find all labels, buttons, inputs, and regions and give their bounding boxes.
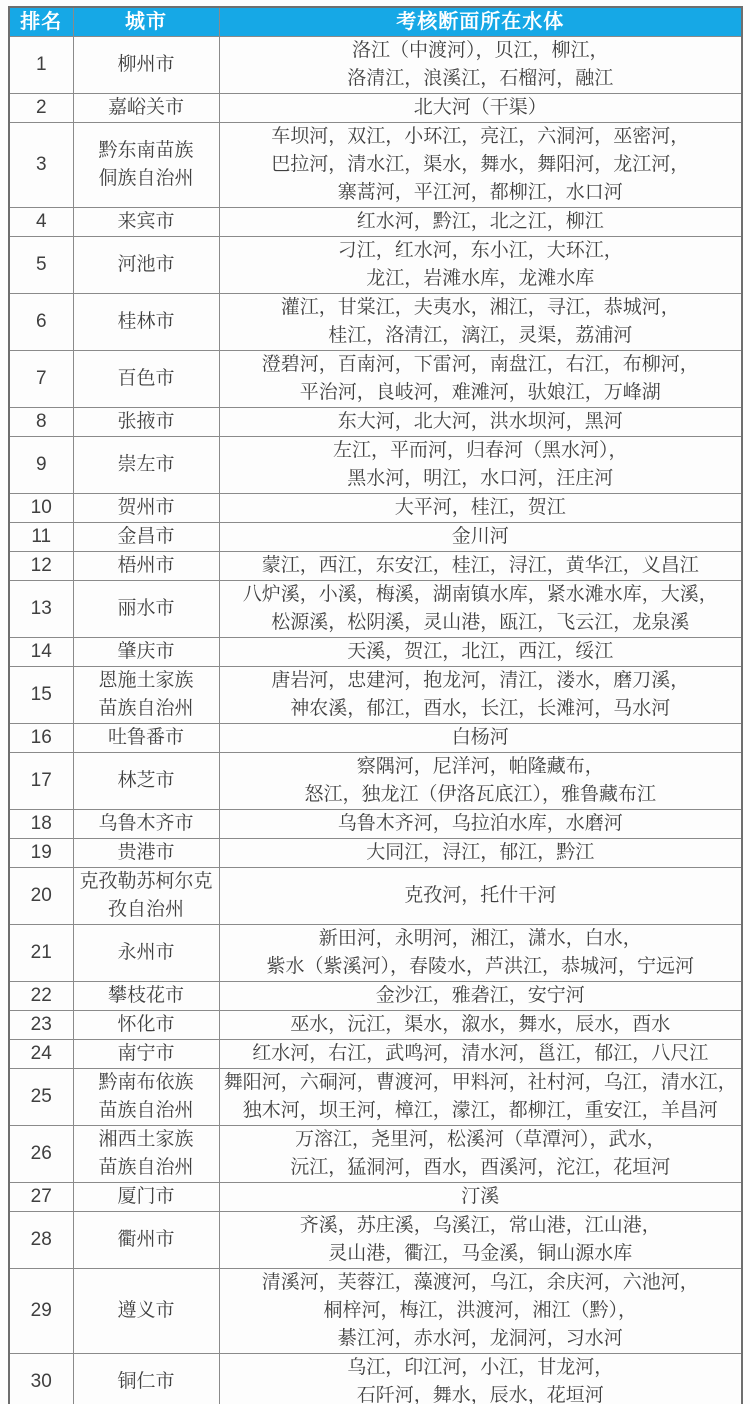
rank-cell: 17 [9,753,73,810]
city-cell [73,37,219,94]
city-cell [73,1183,219,1212]
water-line: 金沙江，雅砻江，安宁河 [375,985,585,1006]
city-line: 金昌市 [117,526,175,547]
rank-cell: 10 [9,494,73,523]
rank-cell: 28 [9,1212,73,1269]
rank-cell: 19 [9,839,73,868]
water-line: 洛江（中渡河），贝江，柳江， [351,40,609,61]
waters-cell [219,982,742,1011]
city-cell [73,868,219,925]
rank-cell: 22 [9,982,73,1011]
city-line: 黔南布依族 [98,1072,194,1093]
water-line: 洛清江，浪溪江，石榴河，融江 [347,68,614,89]
water-line: 清溪河，芙蓉江，藻渡河，乌江，余庆河，六池河， [261,1272,699,1293]
city-line: 贺州市 [117,497,175,518]
city-line: 铜仁市 [117,1371,175,1392]
waters-cell [219,437,742,494]
city-line: 苗族自治州 [98,1157,194,1178]
table-row [9,1011,742,1040]
city-cell [73,552,219,581]
rank-cell: 6 [9,294,73,351]
waters-cell [219,1354,742,1404]
city-line: 克孜勒苏柯尔克 [79,871,213,892]
waters-cell [219,208,742,237]
city-cell [73,1069,219,1126]
table-row [9,810,742,839]
water-line: 巫水，沅江，渠水，溆水，舞水，辰水，酉水 [290,1014,671,1035]
city-cell [73,437,219,494]
table-row [9,581,742,638]
city-cell [73,523,219,552]
waters-cell [219,667,742,724]
waters-cell [219,1126,742,1183]
table-row [9,37,742,94]
city-line: 遵义市 [117,1300,175,1321]
water-line: 汀溪 [461,1186,500,1207]
water-line: 灌江，甘棠江，夫夷水，湘江，寻江，恭城河， [280,297,680,318]
water-line: 车坝河，双江，小环江，亮江，六洞河，巫密河， [271,126,690,147]
city-line: 百色市 [117,368,175,389]
waters-cell [219,123,742,208]
rank-cell: 26 [9,1126,73,1183]
water-line: 大同江，浔江，郁江，黔江 [366,842,595,863]
water-line: 蒙江，西江，东安江，桂江，浔江，黄华江，义昌江 [261,555,699,576]
city-cell [73,208,219,237]
water-line: 怒江，独龙江（伊洛瓦底江），雅鲁藏布江 [304,784,656,805]
rank-cell: 11 [9,523,73,552]
water-line: 白杨河 [451,727,509,748]
city-line: 黔东南苗族 [98,140,194,161]
city-cell [73,1212,219,1269]
table-row [9,1040,742,1069]
waters-cell [219,1069,742,1126]
table-row [9,753,742,810]
water-line: 齐溪，苏庄溪，乌溪江，常山港，江山港， [299,1215,661,1236]
waters-cell [219,753,742,810]
city-line: 攀枝花市 [107,985,184,1006]
water-line: 克孜河，托什干河 [404,885,557,906]
water-line: 红水河，黔江，北之江，柳江 [356,211,604,232]
rank-cell: 30 [9,1354,73,1404]
rank-cell: 14 [9,638,73,667]
table-row [9,868,742,925]
waters-cell [219,1183,742,1212]
rank-cell: 5 [9,237,73,294]
rank-cell: 4 [9,208,73,237]
city-line: 永州市 [117,942,175,963]
table-row [9,523,742,552]
water-line: 独木河，坝王河，樟江，濛江，都柳江，重安江，羊昌河 [242,1100,718,1121]
waters-cell [219,839,742,868]
city-cell [73,94,219,123]
water-line: 灵山港，衢江，马金溪，铜山源水库 [328,1243,633,1264]
waters-cell [219,408,742,437]
rank-cell: 24 [9,1040,73,1069]
rank-cell: 15 [9,667,73,724]
waters-cell [219,724,742,753]
city-cell [73,724,219,753]
table-row [9,351,742,408]
table-row [9,1354,742,1404]
waters-cell [219,1040,742,1069]
header-rank: 排名 [9,7,73,37]
city-line: 桂林市 [117,311,175,332]
table-row [9,1069,742,1126]
city-line: 南宁市 [117,1043,175,1064]
city-cell [73,294,219,351]
rank-cell: 3 [9,123,73,208]
water-line: 金川河 [451,526,509,547]
city-line: 衢州市 [117,1229,175,1250]
city-cell [73,810,219,839]
water-line: 乌江，印江河，小江，甘龙河， [347,1357,614,1378]
city-line: 恩施土家族 [98,670,194,691]
water-line: 松源溪，松阴溪，灵山港，瓯江，飞云江，龙泉溪 [271,612,690,633]
rank-cell: 18 [9,810,73,839]
table-row [9,208,742,237]
water-line: 天溪，贺江，北江，西江，绥江 [347,641,614,662]
table-row [9,925,742,982]
city-line: 吐鲁番市 [107,727,184,748]
table-row [9,494,742,523]
rank-cell: 27 [9,1183,73,1212]
waters-cell [219,581,742,638]
table-row [9,552,742,581]
water-line: 神农溪，郁江，酉水，长江，长滩河，马水河 [290,698,671,719]
water-line: 红水河，右江，武鸣河，清水河，邕江，郁江，八尺江 [252,1043,709,1064]
city-line: 梧州市 [117,555,175,576]
waters-cell [219,1269,742,1354]
rank-cell: 16 [9,724,73,753]
city-cell [73,351,219,408]
waters-cell [219,1011,742,1040]
table-header-row [9,7,742,37]
waters-cell [219,925,742,982]
city-cell [73,1040,219,1069]
table-row [9,123,742,208]
city-line: 苗族自治州 [98,698,194,719]
rank-cell: 9 [9,437,73,494]
waters-cell [219,868,742,925]
city-line: 张掖市 [117,411,175,432]
city-line: 侗族自治州 [98,168,194,189]
city-line: 厦门市 [117,1186,175,1207]
table-row [9,437,742,494]
table-row [9,237,742,294]
city-line: 苗族自治州 [98,1100,194,1121]
header-city: 城市 [73,7,219,37]
rank-cell: 1 [9,37,73,94]
water-line: 黑水河，明江，水口河，汪庄河 [347,468,614,489]
waters-cell [219,552,742,581]
water-line: 乌鲁木齐河，乌拉泊水库，水磨河 [337,813,623,834]
water-line: 新田河，永明河，湘江，潇水，白水， [318,928,642,949]
city-line: 孜自治州 [107,899,184,920]
city-cell [73,982,219,1011]
city-line: 柳州市 [117,54,175,75]
city-line: 崇左市 [117,454,175,475]
city-cell [73,237,219,294]
water-line: 察隅河，尼洋河，帕隆藏布， [356,756,604,777]
city-line: 河池市 [117,254,175,275]
table-row [9,638,742,667]
city-line: 来宾市 [117,211,175,232]
city-cell [73,753,219,810]
waters-cell [219,37,742,94]
water-line: 寨蒿河，平江河，都柳江，水口河 [337,182,623,203]
water-line: 大平河，桂江，贺江 [394,497,566,518]
water-line: 石阡河，舞水，辰水，花垣河 [356,1385,604,1404]
city-cell [73,839,219,868]
rank-cell: 21 [9,925,73,982]
rank-cell: 20 [9,868,73,925]
city-line: 贵港市 [117,842,175,863]
rank-cell: 8 [9,408,73,437]
water-line: 东大河，北大河，洪水坝河，黑河 [337,411,623,432]
city-line: 怀化市 [117,1014,175,1035]
city-line: 湘西土家族 [98,1129,194,1150]
water-line: 桐梓河，梅江，洪渡河，湘江（黔）， [323,1300,637,1321]
city-cell [73,408,219,437]
header-water: 考核断面所在水体 [219,7,742,37]
table-row [9,1126,742,1183]
table-row [9,408,742,437]
water-line: 綦江河，赤水河，龙洞河，习水河 [337,1328,623,1349]
water-line: 八炉溪，小溪，梅溪，湖南镇水库，紧水滩水库，大溪， [242,584,718,605]
rank-cell: 23 [9,1011,73,1040]
table-row [9,667,742,724]
table-row [9,1183,742,1212]
water-line: 唐岩河，忠建河，抱龙河，清江，溇水，磨刀溪， [271,670,690,691]
rank-cell: 13 [9,581,73,638]
city-cell [73,123,219,208]
city-cell [73,1269,219,1354]
water-line: 平治河，良岐河，难滩河，驮娘江，万峰湖 [299,382,661,403]
rank-cell: 2 [9,94,73,123]
city-water-ranking-table [8,6,743,1404]
water-line: 紫水（紫溪河），春陵水，芦洪江，恭城河，宁远河 [266,956,694,977]
city-cell [73,1354,219,1404]
city-line: 乌鲁木齐市 [98,813,194,834]
city-cell [73,925,219,982]
city-cell [73,1126,219,1183]
table-row [9,1212,742,1269]
water-line: 沅江，猛洞河，酉水，酉溪河，沱江，花垣河 [290,1157,671,1178]
city-cell [73,638,219,667]
waters-cell [219,294,742,351]
waters-cell [219,94,742,123]
water-line: 舞阳河，六硐河，曹渡河，甲料河，社村河，乌江，清水江， [223,1072,737,1093]
waters-cell [219,237,742,294]
water-line: 北大河（干渠） [413,97,547,118]
rank-cell: 29 [9,1269,73,1354]
rank-cell: 25 [9,1069,73,1126]
table-row [9,294,742,351]
water-line: 刁江，红水河，东小江，大环江， [337,240,623,261]
waters-cell [219,523,742,552]
rank-cell: 7 [9,351,73,408]
water-line: 万溶江，尧里河，松溪河（草潭河），武水， [294,1129,666,1150]
table-row [9,94,742,123]
water-line: 澄碧河，百南河，下雷河，南盘江，右江，布柳河， [261,354,699,375]
city-line: 丽水市 [117,598,175,619]
table-row [9,982,742,1011]
city-cell [73,1011,219,1040]
rank-cell: 12 [9,552,73,581]
water-line: 桂江，洛清江，漓江，灵渠，荔浦河 [328,325,633,346]
city-line: 肇庆市 [117,641,175,662]
table-row [9,724,742,753]
table-row [9,1269,742,1354]
city-cell [73,494,219,523]
water-line: 龙江，岩滩水库，龙滩水库 [366,268,595,289]
city-cell [73,667,219,724]
city-line: 嘉峪关市 [107,97,184,118]
waters-cell [219,1212,742,1269]
waters-cell [219,810,742,839]
waters-cell [219,351,742,408]
table-body [9,37,742,1404]
water-line: 巴拉河，清水江，渠水，舞水，舞阳河，龙江河， [271,154,690,175]
waters-cell [219,494,742,523]
city-cell [73,581,219,638]
city-line: 林芝市 [117,770,175,791]
table-row [9,839,742,868]
waters-cell [219,638,742,667]
water-line: 左江，平而河，归春河（黑水河）， [332,440,628,461]
